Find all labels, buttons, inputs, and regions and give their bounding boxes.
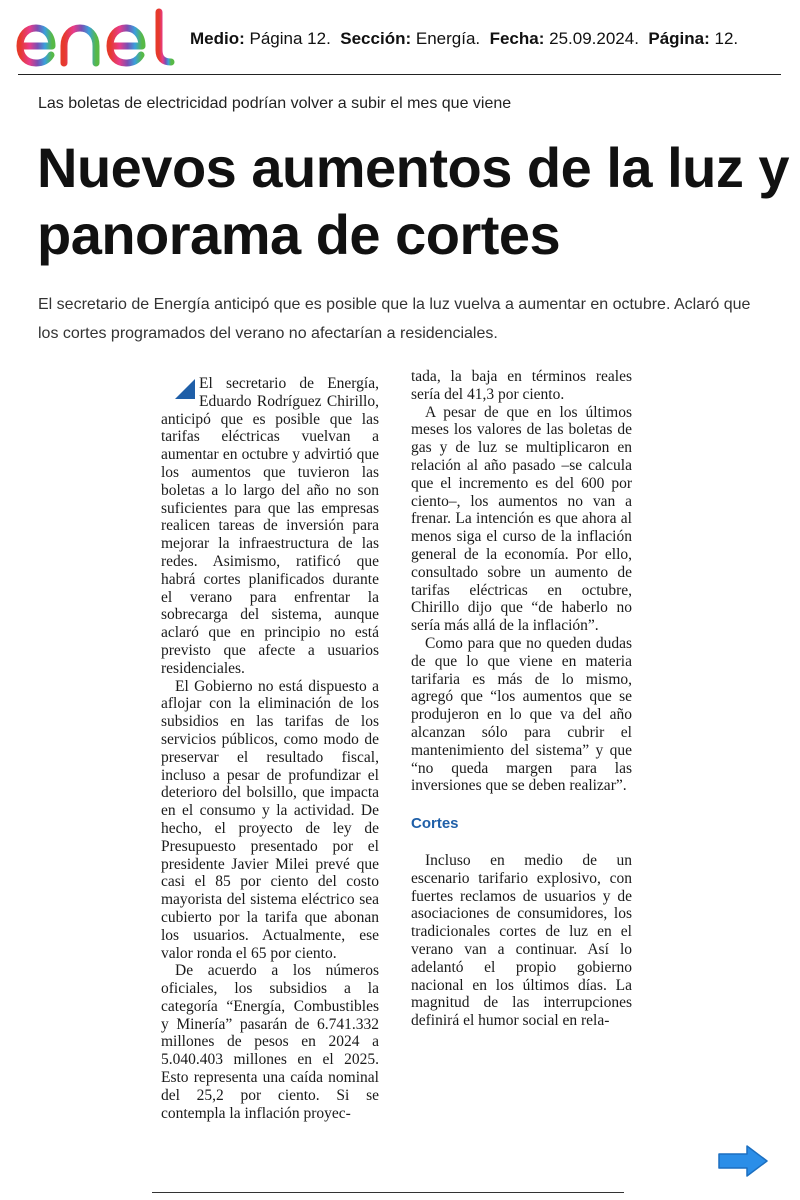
medio-value: Página 12.	[249, 29, 331, 48]
header-divider	[18, 74, 781, 75]
fecha-label: Fecha:	[489, 29, 545, 48]
article-column-2	[411, 368, 632, 1030]
footer-divider	[152, 1192, 624, 1193]
body-paragraph: El Gobierno no está dispuesto a aflojar con la eliminación de los subsidios en las tarifas de los servicios públicos, como modo de preservar el resultado fiscal, incluso a pesar de profundizar el deterioro del bolsillo, que impacta en el consumo y la actividad. De hecho, el proyecto de ley de Presupuesto presentado por el presidente Javier Milei prevé que casi el 85 por ciento del costo mayorista del sistema eléctrico sea cubierto por la tarifa que abonan los usuarios. Actualmente, ese valor ronda el 65 por ciento.	[161, 677, 379, 962]
arrow-right-icon[interactable]	[717, 1144, 769, 1178]
article-headline: Nuevos aumentos de la luz y panorama de cortes	[37, 136, 790, 266]
article-column-1	[161, 375, 379, 1122]
body-paragraph: A pesar de que en los últimos meses los valores de las boletas de gas y de luz se multiplicaron en relación al año pasado –se calcula que el incremento es del 600 por ciento–, los aumentos no van a frenar. La intención es que ahora al menos siga el curso de la inflación general de la economía. Por ello, consultado sobre un aumento de tarifas eléctricas en octubre, Chirillo dijo que “de haberlo no sería más allá de la inflación”.	[411, 403, 632, 635]
article-metadata	[190, 29, 738, 49]
fecha-value: 25.09.2024.	[549, 29, 639, 48]
seccion-label: Sección:	[340, 29, 412, 48]
article-kicker: Las boletas de electricidad podrían volver a subir el mes que viene	[38, 95, 512, 112]
body-paragraph: tada, la baja en términos reales sería del 41,3 por ciento.	[411, 368, 632, 403]
section-subhead: Cortes	[411, 815, 459, 833]
pagina-value: 12.	[714, 29, 739, 48]
seccion-value: Energía.	[415, 29, 481, 48]
body-paragraph: El secretario de Energía, Eduardo Rodríguez Chirillo, anticipó que es posible que las tarifas eléctricas vuelvan a aumentar en octubre y advirtió que los aumentos que tuvieron las boletas a lo largo del año no son suficientes para que las empresas realicen tareas de inversión para mejorar la infraestructura de las redes. Asimismo, ratificó que habrá cortes planificados durante el verano para enfrentar la sobrecarga del sistema, aunque aclaró que en principio no está previsto que afecte a usuarios residenciales.	[161, 375, 379, 677]
body-paragraph: De acuerdo a los números oficiales, los subsidios a la categoría “Energía, Combustibles y Minería” pasarán de 6.741.332 millones de pesos en 2024 a 5.040.403 millones en el 2025. Esto representa una caída nominal del 25,2 por ciento. Si se contempla la inflación proyec-	[161, 962, 379, 1122]
body-paragraph: Incluso en medio de un escenario tarifario explosivo, con fuertes reclamos de usuarios y de asociaciones de consumidores, los tradicionales cortes de luz en el verano van a continuar. Así lo adelantó el propio gobierno nacional en los últimos días. La magnitud de las interrupciones definirá el humor social en rela-	[411, 851, 632, 1030]
enel-logo	[16, 8, 178, 68]
triangle-icon	[175, 379, 195, 399]
pagina-label: Página:	[648, 29, 710, 48]
body-paragraph: Como para que no queden dudas de que lo que viene en materia tarifaria es más de lo mismo, agregó que “los aumentos que se produjeron en lo que va del año alcanzan sólo para cubrir el mantenimiento del sistema” y que “no queda margen para las inversiones que se deben realizar”.	[411, 634, 632, 795]
medio-label: Medio:	[190, 29, 245, 48]
article-lead: El secretario de Energía anticipó que es posible que la luz vuelva a aumentar en octubre. Aclaró que los cortes programados del verano no afectarían a residenciales.	[38, 296, 751, 342]
